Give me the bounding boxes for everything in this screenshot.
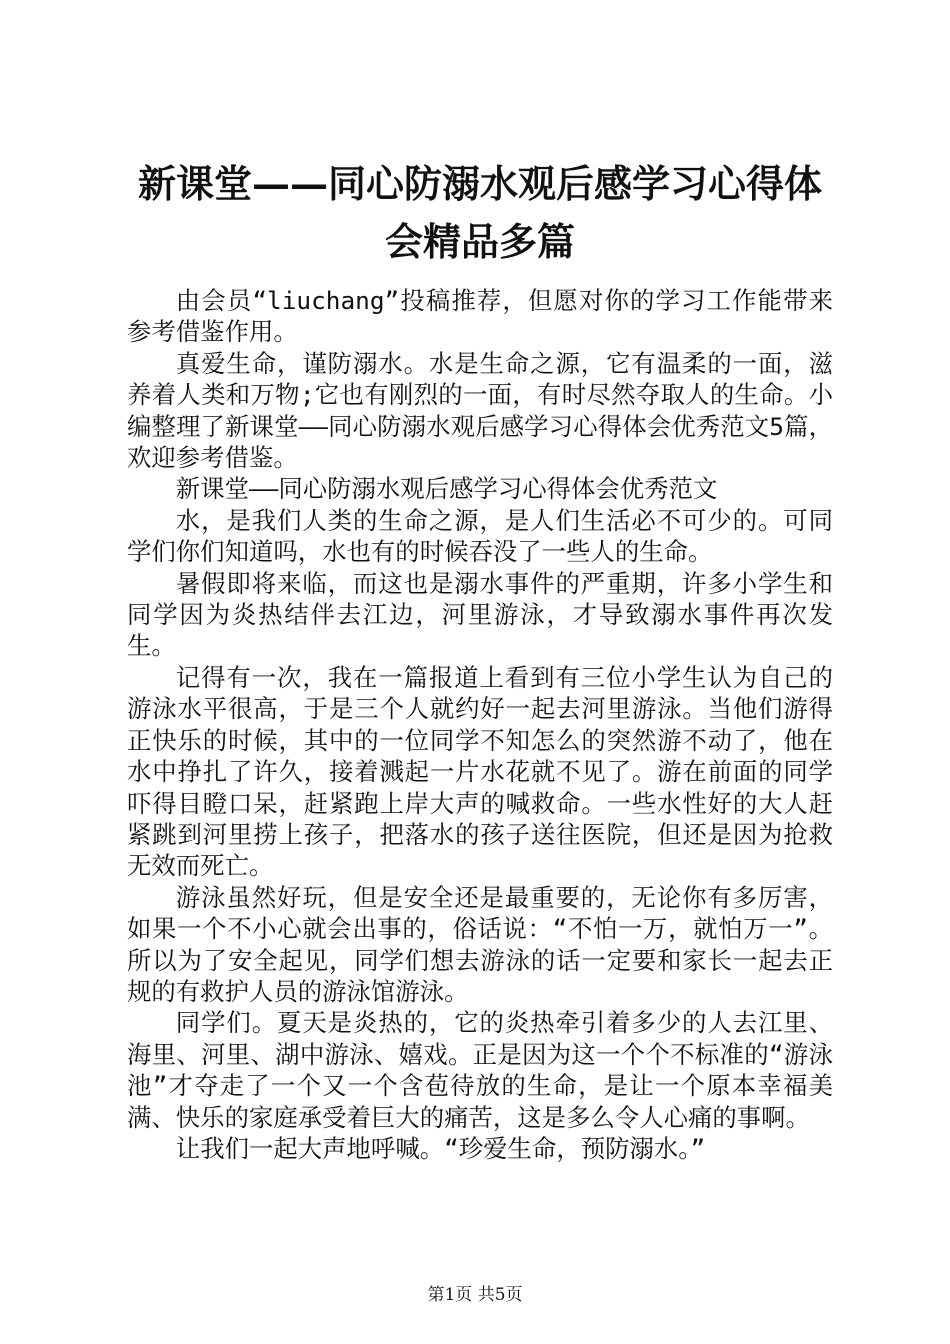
- paragraph: 真爱生命，谨防溺水。水是生命之源，它有温柔的一面，滋养着人类和万物;它也有刚烈的一面，有时尽然夺取人的生命。小编整理了新课堂——同心防溺水观后感学习心得体会优秀范文5篇，欢迎参考借鉴。: [127, 348, 833, 473]
- document-title: 新课堂——同心防溺水观后感学习心得体会精品多篇: [137, 161, 822, 264]
- document-body: [127, 285, 833, 1164]
- paragraph: 由会员“liuchang”投稿推荐，但愿对你的学习工作能带来参考借鉴作用。: [127, 286, 833, 347]
- paragraph: 记得有一次，我在一篇报道上看到有三位小学生认为自己的游泳水平很高，于是三个人就约好一起去河里游泳。当他们游得正快乐的时候，其中的一位同学不知怎么的突然游不动了，他在水中挣扎了许久，接着溅起一片水花就不见了。游在前面的同学吓得目瞪口呆，赶紧跑上岸大声的喊救命。一些水性好的大人赶紧跳到河里捞上孩子，把落水的孩子送往医院，但还是因为抢救无效而死亡。: [127, 662, 833, 881]
- paragraph: 游泳虽然好玩，但是安全还是最重要的，无论你有多厉害，如果一个不小心就会出事的，俗话说：“不怕一万，就怕万一”。所以为了安全起见，同学们想去游泳的话一定要和家长一起去正规的有救护人员的游泳馆游泳。: [127, 882, 833, 1006]
- paragraph: 水，是我们人类的生命之源，是人们生活必不可少的。可同学们你们知道吗，水也有的时候吞没了一些人的生命。: [127, 505, 833, 567]
- paragraph: 同学们。夏天是炎热的，它的炎热牵引着多少的人去江里、海里、河里、湖中游泳、嬉戏。正是因为这一个个不标准的“游泳池”才夺走了一个又一个含苞待放的生命，是让一个原本幸福美满、快乐的家庭承受着巨大的痛苦，这是多么令人心痛的事啊。: [127, 1008, 833, 1132]
- document-page: [127, 0, 833, 1344]
- paragraph: 让我们一起大声地呼喊。“珍爱生命，预防溺水。”: [175, 1133, 706, 1163]
- paragraph: 新课堂——同心防溺水观后感学习心得体会优秀范文: [175, 474, 718, 504]
- page-footer: 第1页 共5页: [427, 1285, 523, 1305]
- paragraph: 暑假即将来临，而这也是溺水事件的严重期，许多小学生和同学因为炎热结伴去江边，河里游泳，才导致溺水事件再次发生。: [127, 568, 833, 661]
